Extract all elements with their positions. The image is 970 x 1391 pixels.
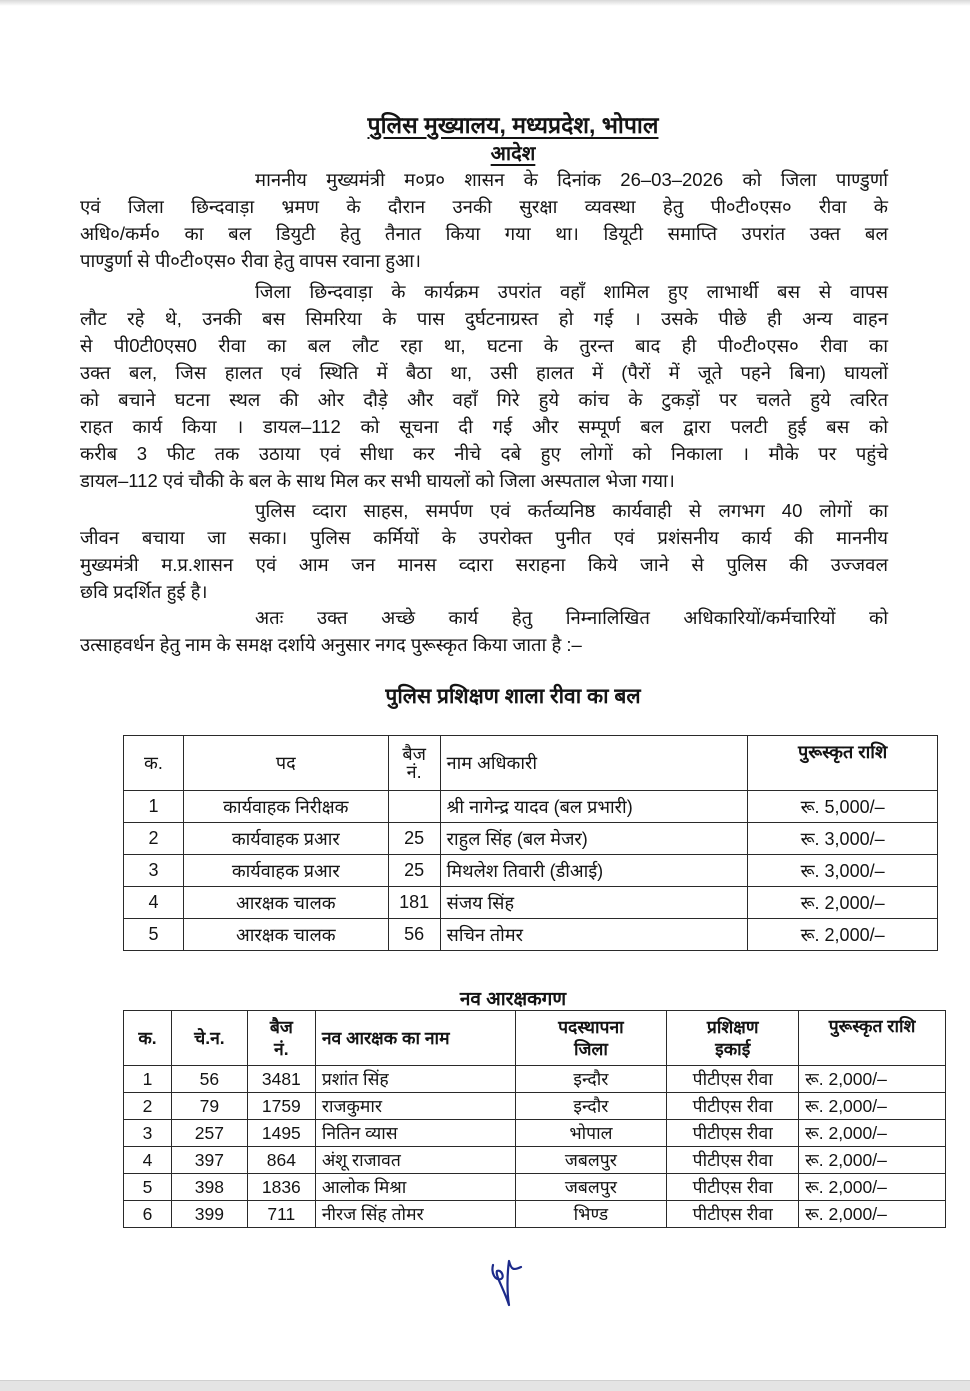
cell-name: आलोक मिश्रा bbox=[315, 1174, 515, 1201]
cell-chest-no: 257 bbox=[171, 1120, 247, 1147]
cell-amount: रू. 2,000/– bbox=[799, 1201, 946, 1228]
cell-district: भोपाल bbox=[515, 1120, 667, 1147]
paragraph-line: डायल–112 एवं चौकी के बल के साथ मिल कर सभी घायलों को जिला अस्पताल भेजा गया। bbox=[80, 470, 675, 491]
table1-title: पुलिस प्रशिक्षण शाला रीवा का बल bbox=[385, 685, 641, 708]
cell-name: नीरज सिंह तोमर bbox=[315, 1201, 515, 1228]
header-amount: पुरूस्कृत राशि bbox=[748, 736, 938, 791]
table-row bbox=[124, 1174, 946, 1201]
cell-amount: रू. 2,000/– bbox=[748, 919, 938, 951]
table-row bbox=[124, 1093, 946, 1120]
cell-badge bbox=[388, 791, 440, 823]
header-amount: पुरूस्कृत राशि bbox=[799, 1011, 946, 1066]
table-row bbox=[124, 1120, 946, 1147]
cell-badge: 711 bbox=[247, 1201, 315, 1228]
table-row bbox=[124, 919, 938, 951]
header-district-line1: पदस्थापना bbox=[558, 1017, 624, 1037]
cell-name: नितिन व्यास bbox=[315, 1120, 515, 1147]
paragraph-line: उक्त बल, जिस हालत एवं स्थिति में बैठा था, उसी हालत में (पैरों में जूते पहने बिना) घायलों bbox=[80, 362, 888, 383]
table-new-constables bbox=[123, 1010, 946, 1228]
paragraph-line: एवं जिला छिन्दवाड़ा भ्रमण के दौरान उनकी सुरक्षा व्यवस्था हेतु पी०टी०एस० रीवा के bbox=[80, 196, 888, 217]
paragraph-line: से पी0टी0एस0 रीवा का बल लौट रहा था, घटना के तुरन्त बाद ही पी०टी०एस० रीवा का bbox=[80, 335, 888, 356]
cell-amount: रू. 2,000/– bbox=[799, 1066, 946, 1093]
cell-amount: रू. 3,000/– bbox=[748, 855, 938, 887]
cell-post: कार्यवाहक प्रआर bbox=[183, 823, 388, 855]
cell-badge: 864 bbox=[247, 1147, 315, 1174]
table-pts-rewa-force bbox=[123, 735, 938, 951]
cell-chest-no: 56 bbox=[171, 1066, 247, 1093]
document-subtitle-text: आदेश bbox=[490, 143, 536, 165]
cell-amount: रू. 2,000/– bbox=[799, 1174, 946, 1201]
cell-badge: 181 bbox=[388, 887, 440, 919]
table-row bbox=[124, 791, 938, 823]
header-district bbox=[515, 1011, 667, 1066]
cell-post: आरक्षक चालक bbox=[183, 919, 388, 951]
cell-sno: 4 bbox=[124, 1147, 172, 1174]
cell-name: प्रशांत सिंह bbox=[315, 1066, 515, 1093]
document-subtitle bbox=[0, 139, 970, 166]
cell-name: राहुल सिंह (बल मेजर) bbox=[440, 823, 748, 855]
cell-post: कार्यवाहक निरीक्षक bbox=[183, 791, 388, 823]
cell-badge: 1495 bbox=[247, 1120, 315, 1147]
header-sno: क. bbox=[124, 736, 184, 791]
paragraph-line: उत्साहवर्धन हेतु नाम के समक्ष दर्शाये अनुसार नगद पुरूस्कृत किया जाता है :– bbox=[80, 634, 582, 655]
cell-sno: 1 bbox=[124, 791, 184, 823]
paragraph-line: राहत कार्य किया । डायल–112 को सूचना दी गई और सम्पूर्ण बल द्वारा पलटी हुई बस को bbox=[80, 416, 888, 437]
cell-name: मिथलेश तिवारी (डीआई) bbox=[440, 855, 748, 887]
document-title bbox=[0, 108, 970, 140]
cell-chest-no: 398 bbox=[171, 1174, 247, 1201]
header-unit-line2: इकाई bbox=[715, 1039, 751, 1059]
header-sno: क. bbox=[124, 1011, 172, 1066]
table2-title: नव आरक्षकगण bbox=[459, 989, 567, 1010]
header-name: नव आरक्षक का नाम bbox=[315, 1011, 515, 1066]
cell-badge: 1836 bbox=[247, 1174, 315, 1201]
cell-sno: 3 bbox=[124, 1120, 172, 1147]
paragraph-line: अधि०/कर्म० का बल डियुटी हेतु तैनात किया गया था। डियूटी समाप्ति उपरांत उक्त बल bbox=[80, 223, 888, 244]
cell-post: आरक्षक चालक bbox=[183, 887, 388, 919]
header-unit-line1: प्रशिक्षण bbox=[706, 1017, 759, 1037]
cell-amount: रू. 2,000/– bbox=[799, 1093, 946, 1120]
cell-badge: 25 bbox=[388, 855, 440, 887]
cell-amount: रू. 2,000/– bbox=[799, 1147, 946, 1174]
scan-bottom-edge bbox=[0, 1380, 970, 1391]
cell-unit: पीटीएस रीवा bbox=[667, 1174, 799, 1201]
cell-sno: 6 bbox=[124, 1201, 172, 1228]
cell-district: भिण्ड bbox=[515, 1201, 667, 1228]
paragraph-line: माननीय मुख्यमंत्री म०प्र० शासन के दिनांक 26–03–2026 को जिला पाण्डुर्णा bbox=[255, 169, 888, 190]
cell-amount: रू. 2,000/– bbox=[748, 887, 938, 919]
header-chest-no: चे.न. bbox=[171, 1011, 247, 1066]
handwritten-signature-icon bbox=[485, 1255, 535, 1315]
table-row bbox=[124, 855, 938, 887]
header-badge bbox=[388, 736, 440, 791]
cell-sno: 2 bbox=[124, 823, 184, 855]
cell-sno: 5 bbox=[124, 919, 184, 951]
cell-amount: रू. 3,000/– bbox=[748, 823, 938, 855]
cell-unit: पीटीएस रीवा bbox=[667, 1120, 799, 1147]
cell-post: कार्यवाहक प्रआर bbox=[183, 855, 388, 887]
cell-amount: रू. 5,000/– bbox=[748, 791, 938, 823]
cell-unit: पीटीएस रीवा bbox=[667, 1201, 799, 1228]
header-unit bbox=[667, 1011, 799, 1066]
table-row bbox=[124, 887, 938, 919]
paragraph-1 bbox=[80, 166, 888, 274]
table-header-row bbox=[124, 736, 938, 791]
cell-name: श्री नागेन्द्र यादव (बल प्रभारी) bbox=[440, 791, 748, 823]
header-district-line2: जिला bbox=[573, 1039, 608, 1059]
header-name: नाम अधिकारी bbox=[440, 736, 748, 791]
cell-badge: 25 bbox=[388, 823, 440, 855]
paragraph-line: पुलिस व्दारा साहस, समर्पण एवं कर्तव्यनिष्ठ कार्यवाही से लगभग 40 लोगों का bbox=[255, 500, 888, 521]
header-badge-line2: नं. bbox=[406, 762, 422, 782]
cell-sno: 1 bbox=[124, 1066, 172, 1093]
paragraph-line: छवि प्रदर्शित हुई है। bbox=[80, 581, 208, 602]
cell-district: जबलपुर bbox=[515, 1147, 667, 1174]
cell-sno: 5 bbox=[124, 1174, 172, 1201]
paragraph-2 bbox=[80, 278, 888, 494]
cell-sno: 2 bbox=[124, 1093, 172, 1120]
table-row bbox=[124, 823, 938, 855]
paragraph-line: को बचाने घटना स्थल की ओर दौड़े और वहाँ गिरे हुये कांच के टुकड़ों पर चलते हुये त्वरित bbox=[80, 389, 888, 410]
header-badge bbox=[247, 1011, 315, 1066]
document-title-text: पुलिस मुख्यालय, मध्यप्रदेश, भोपाल bbox=[367, 112, 659, 138]
header-badge-line1: बैज bbox=[269, 1017, 293, 1037]
cell-unit: पीटीएस रीवा bbox=[667, 1066, 799, 1093]
cell-unit: पीटीएस रीवा bbox=[667, 1093, 799, 1120]
table-row bbox=[124, 1147, 946, 1174]
header-badge-line2: नं. bbox=[274, 1039, 289, 1059]
cell-name: अंशू राजावत bbox=[315, 1147, 515, 1174]
table-header-row bbox=[124, 1011, 946, 1066]
cell-name: राजकुमार bbox=[315, 1093, 515, 1120]
paragraph-line: जीवन बचाया जा सका। पुलिस कर्मियों के उपरोक्त पुनीत एवं प्रशंसनीय कार्य की माननीय bbox=[80, 527, 888, 548]
cell-chest-no: 79 bbox=[171, 1093, 247, 1120]
cell-sno: 4 bbox=[124, 887, 184, 919]
paragraph-line: अतः उक्त अच्छे कार्य हेतु निम्नालिखित अधिकारियों/कर्मचारियों को bbox=[255, 607, 888, 628]
cell-name: संजय सिंह bbox=[440, 887, 748, 919]
cell-sno: 3 bbox=[124, 855, 184, 887]
table-row bbox=[124, 1066, 946, 1093]
cell-district: जबलपुर bbox=[515, 1174, 667, 1201]
header-badge-line1: बैज bbox=[402, 744, 426, 764]
paragraph-line: लौट रहे थे, उनकी बस सिमरिया के पास दुर्घटनाग्रस्त हो गई । उसके पीछे ही अन्य वाहन bbox=[80, 308, 888, 329]
cell-badge: 1759 bbox=[247, 1093, 315, 1120]
cell-chest-no: 397 bbox=[171, 1147, 247, 1174]
cell-district: इन्दौर bbox=[515, 1093, 667, 1120]
scan-top-edge bbox=[0, 0, 970, 6]
paragraph-line: पाण्डुर्णा से पी०टी०एस० रीवा हेतु वापस रवाना हुआ। bbox=[80, 250, 421, 271]
cell-name: सचिन तोमर bbox=[440, 919, 748, 951]
cell-amount: रू. 2,000/– bbox=[799, 1120, 946, 1147]
header-post: पद bbox=[183, 736, 388, 791]
cell-chest-no: 399 bbox=[171, 1201, 247, 1228]
paragraph-line: मुख्यमंत्री म.प्र.शासन एवं आम जन मानस व्दारा सराहना किये जाने से पुलिस की उज्जवल bbox=[80, 554, 888, 575]
cell-badge: 56 bbox=[388, 919, 440, 951]
paragraph-line: जिला छिन्दवाड़ा के कार्यक्रम उपरांत वहाँ शामिल हुए लाभार्थी बस से वापस bbox=[255, 281, 888, 302]
cell-badge: 3481 bbox=[247, 1066, 315, 1093]
table-row bbox=[124, 1201, 946, 1228]
paragraph-4 bbox=[80, 604, 888, 658]
cell-district: इन्दौर bbox=[515, 1066, 667, 1093]
paragraph-line: करीब 3 फीट तक उठाया एवं सीधा कर नीचे दबे हुए लोगों को निकाला । मौके पर पहुंचे bbox=[80, 443, 888, 464]
paragraph-3 bbox=[80, 497, 888, 605]
cell-unit: पीटीएस रीवा bbox=[667, 1147, 799, 1174]
